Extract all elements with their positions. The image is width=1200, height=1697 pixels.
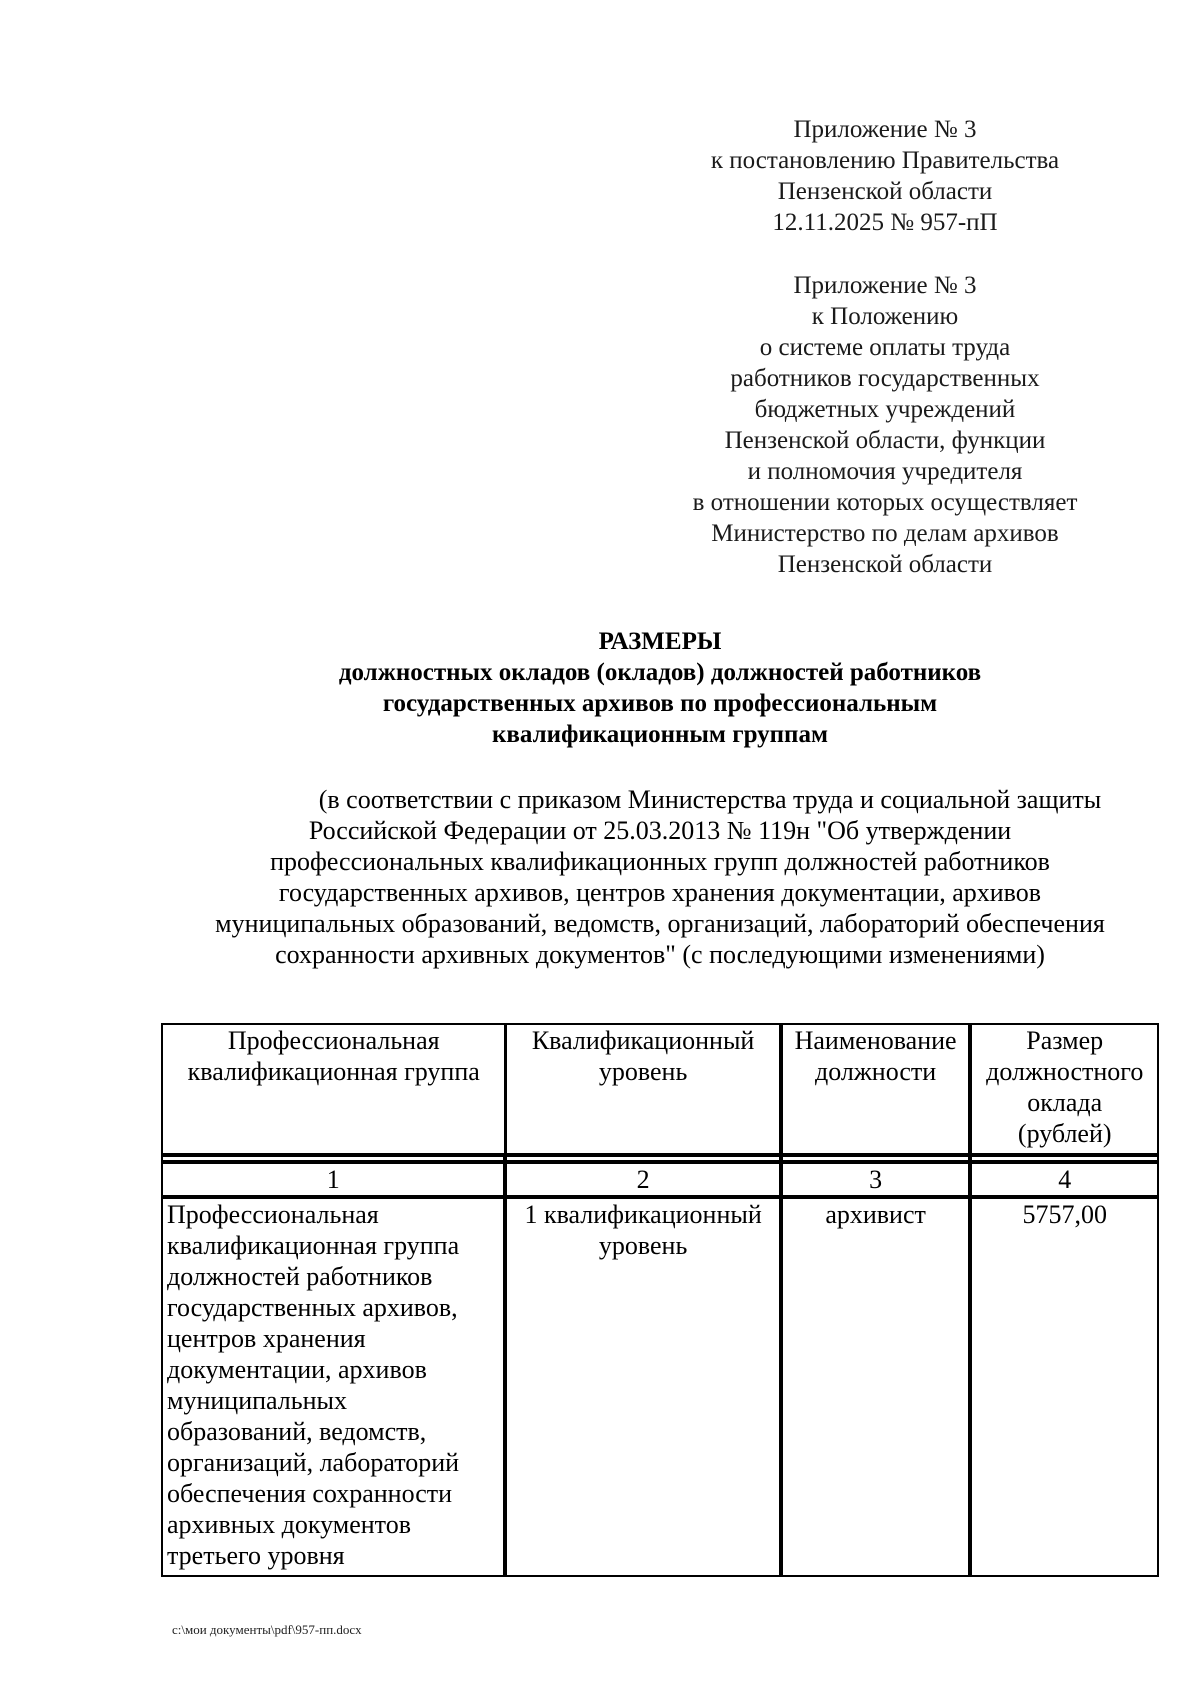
legal-basis-paragraph [160, 784, 1160, 970]
annex-regulation-block [640, 270, 1130, 580]
basis-line: сохранности архивных документов" (с последующими изменениями) [275, 940, 1045, 969]
basis-line: (в соответствии с приказом Министерства труда и социальной защиты [318, 785, 1102, 814]
column-number: 3 [781, 1162, 971, 1197]
annex-line: о системе оплаты труда [759, 334, 1011, 361]
title-line: государственных архивов по профессиональным [382, 690, 938, 717]
annex-line: Пензенской области, функции [724, 427, 1046, 454]
annex-line: бюджетных учреждений [754, 396, 1016, 423]
cell-qualification-level: 1 квалификационный уровень [505, 1197, 780, 1577]
annex-line: работников государственных [730, 365, 1040, 392]
table-gap-row [161, 1155, 1159, 1162]
annex-line: к Положению [811, 303, 959, 330]
column-number: 2 [505, 1162, 780, 1197]
table-row [161, 1197, 1159, 1577]
annex-line: в отношении которых осуществляет [692, 489, 1078, 516]
document-title [150, 626, 1170, 750]
annex-line: Пензенской области [777, 178, 993, 205]
column-number: 4 [970, 1162, 1159, 1197]
header-cell-salary: Размер должностного оклада (рублей) [970, 1023, 1159, 1155]
cell-salary-amount: 5757,00 [970, 1197, 1159, 1577]
annex-line: и полномочия учредителя [747, 458, 1023, 485]
annex-line: 12.11.2025 № 957-пП [772, 209, 998, 236]
header-cell-group: Профессиональная квалификационная группа [161, 1023, 505, 1155]
header-cell-level: Квалификационный уровень [505, 1023, 780, 1155]
basis-line: государственных архивов, центров хранения документации, архивов [278, 878, 1042, 907]
column-number: 1 [161, 1162, 505, 1197]
header-cell-position: Наименование должности [781, 1023, 971, 1155]
cell-qualification-group: Профессиональная квалификационная группа должностей работников государственных архивов, центров хранения документации, архивов муниципальных образований, ведомств, организаций, лабораторий обеспечения сохранности архивных документов третьего уровня [161, 1197, 505, 1577]
basis-line: Российской Федерации от 25.03.2013 № 119н "Об утверждении [308, 816, 1012, 845]
salary-table [161, 1023, 1159, 1577]
annex-line: Пензенской области [777, 551, 993, 578]
annex-resolution-block [640, 114, 1130, 238]
annex-line: к постановлению Правительства [710, 147, 1060, 174]
file-path-footer: c:\мои документы\pdf\957-пп.docx [172, 1622, 362, 1637]
basis-line: профессиональных квалификационных групп должностей работников [270, 847, 1050, 876]
annex-line: Приложение № 3 [793, 272, 977, 299]
basis-line: муниципальных образований, ведомств, организаций, лабораторий обеспечения [215, 909, 1105, 938]
table-header-row [161, 1023, 1159, 1155]
annex-line: Министерство по делам архивов [711, 520, 1059, 547]
title-line: должностных окладов (окладов) должностей работников [338, 659, 982, 686]
title-line: РАЗМЕРЫ [598, 628, 722, 655]
title-line: квалификационным группам [492, 721, 828, 748]
cell-position-name: архивист [781, 1197, 971, 1577]
table-column-numbers-row [161, 1162, 1159, 1197]
annex-line: Приложение № 3 [793, 116, 977, 143]
